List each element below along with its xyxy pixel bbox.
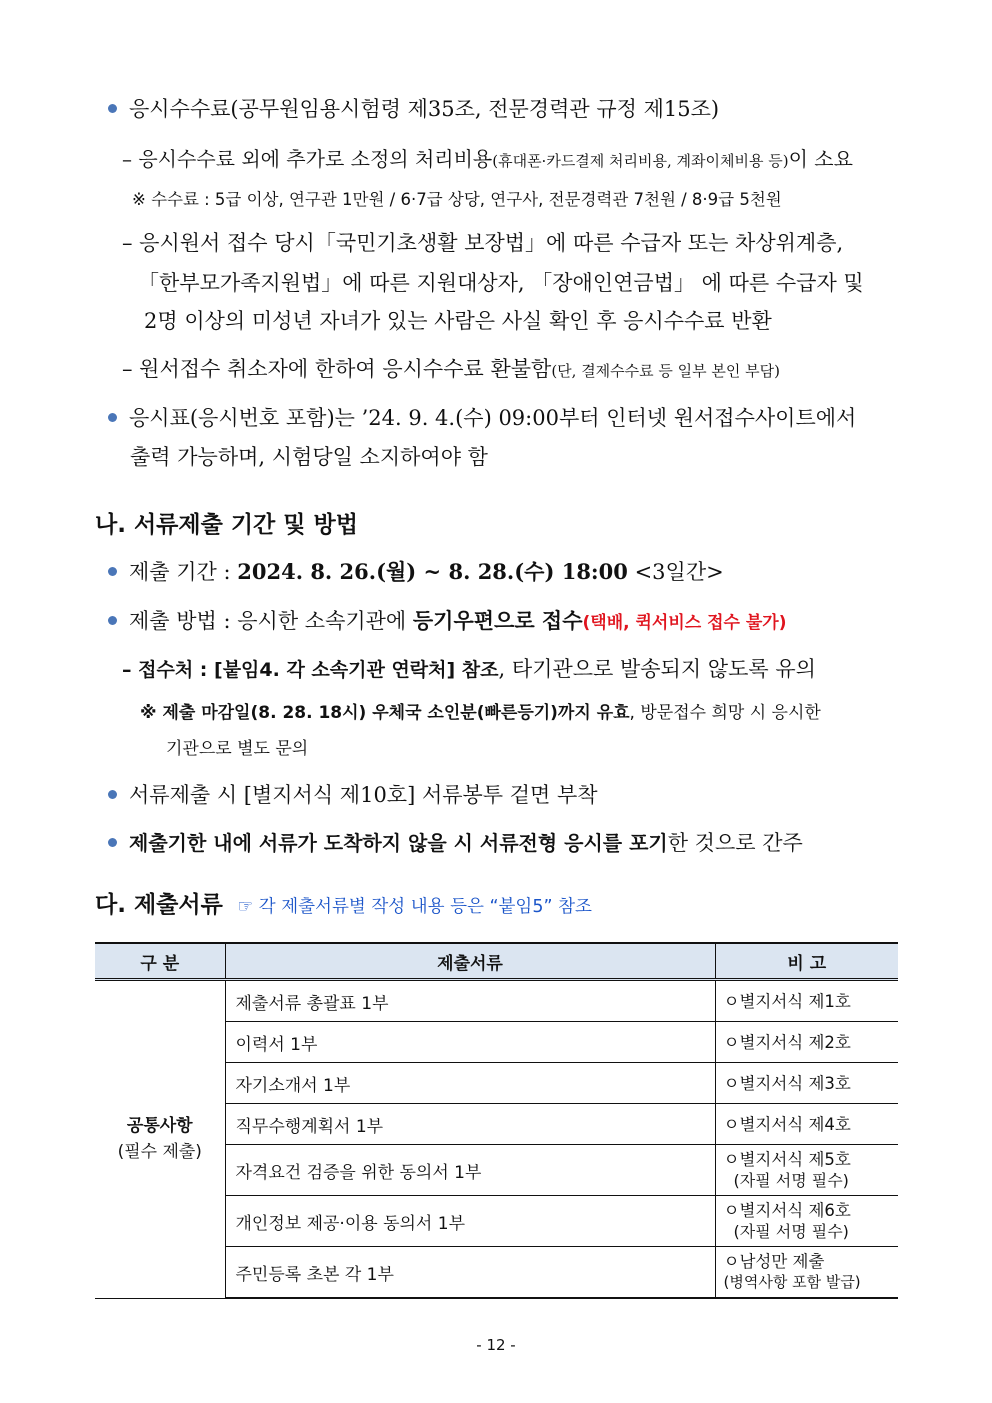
doc-cell: 제출서류 총괄표 1부	[225, 980, 715, 1022]
fee-refund-line-2: 「한부모가족지원법」에 따른 지원대상자, 「장애인연금법」 에 따른 수급자 및	[138, 271, 864, 295]
documents-table	[95, 942, 898, 1299]
section-da-title: 다. 제출서류	[95, 892, 223, 918]
bullet-icon	[108, 838, 117, 847]
category-label: 공통사항	[126, 1116, 193, 1137]
bullet-icon	[108, 413, 117, 422]
bullet-icon	[108, 567, 117, 576]
page-number: - 12 -	[476, 1336, 516, 1354]
category-sub: (필수 제출)	[117, 1142, 202, 1163]
remark-cell: ㅇ별지서식 제1호	[715, 980, 898, 1022]
doc-cell: 직무수행계획서 1부	[225, 1104, 715, 1145]
doc-cell: 개인정보 제공·이용 동의서 1부	[225, 1196, 715, 1247]
doc-cell: 주민등록 초본 각 1부	[225, 1247, 715, 1299]
bullet-icon	[108, 104, 117, 113]
deadline-note-line-2: 기관으로 별도 문의	[166, 739, 309, 759]
section-na-title: 나. 서류제출 기간 및 방법	[95, 512, 358, 538]
remark-cell: ㅇ별지서식 제6호 (자필 서명 필수)	[715, 1196, 898, 1247]
section-da-header	[95, 890, 592, 922]
deadline-note: ※ 제출 마감일(8. 28. 18시) 우체국 소인분(빠른등기)까지 유효, 방문접수 희망 시 응시한	[140, 703, 821, 723]
table-header-row	[95, 943, 898, 980]
submission-period: 제출 기간 : 2024. 8. 26.(월) ~ 8. 28.(수) 18:00 <3일간>	[108, 557, 724, 587]
header-documents: 제출서류	[225, 943, 715, 980]
table-row	[95, 980, 898, 1022]
remark-cell: ㅇ별지서식 제2호	[715, 1022, 898, 1063]
remark-cell: ㅇ별지서식 제4호	[715, 1104, 898, 1145]
fee-extra-cost: – 응시수수료 외에 추가로 소정의 처리비용(휴대폰·카드결제 처리비용, 계좌이체비용 등)이 소요	[122, 147, 853, 171]
fee-refund-line-3: 2명 이상의 미성년 자녀가 있는 사람은 사실 확인 후 응시수수료 반환	[144, 309, 772, 333]
ticket-line-2: 출력 가능하며, 시험당일 소지하여야 함	[130, 445, 488, 469]
remark-cell: ㅇ별지서식 제3호	[715, 1063, 898, 1104]
doc-cell: 이력서 1부	[225, 1022, 715, 1063]
remark-cell: ㅇ남성만 제출 (병역사항 포함 발급)	[715, 1247, 898, 1299]
fee-cancel: – 원서접수 취소자에 한하여 응시수수료 환불함(단, 결제수수료 등 일부 본인 부담)	[122, 357, 780, 381]
section-da-reference: ☞ 각 제출서류별 작성 내용 등은 “붙임5” 참조	[237, 897, 592, 917]
doc-cell: 자격요건 검증을 위한 동의서 1부	[225, 1145, 715, 1196]
envelope-instruction: 서류제출 시 [별지서식 제10호] 서류봉투 겉면 부착	[108, 780, 598, 810]
bullet-icon	[108, 790, 117, 799]
fee-bullet: 응시수수료(공무원임용시험령 제35조, 전문경력관 규정 제15조)	[108, 94, 719, 124]
fee-amount-note: ※ 수수료 : 5급 이상, 연구관 1만원 / 6·7급 상당, 연구사, 전문경력관 7천원 / 8·9급 5천원	[132, 190, 782, 209]
bullet-icon	[108, 616, 117, 625]
ticket-line-1: 응시표(응시번호 포함)는 ’24. 9. 4.(수) 09:00부터 인터넷 원서접수사이트에서	[108, 403, 856, 433]
fee-refund-line-1: – 응시원서 접수 당시「국민기초생활 보장법」에 따른 수급자 또는 차상위계층,	[122, 231, 844, 255]
category-cell	[95, 980, 225, 1299]
doc-cell: 자기소개서 1부	[225, 1063, 715, 1104]
give-up-rule: 제출기한 내에 서류가 도착하지 않을 시 서류전형 응시를 포기한 것으로 간주	[108, 828, 803, 858]
remark-cell: ㅇ별지서식 제5호 (자필 서명 필수)	[715, 1145, 898, 1196]
header-category: 구 분	[95, 943, 225, 980]
submission-method: 제출 방법 : 응시한 소속기관에 등기우편으로 접수(택배, 퀵서비스 접수 불가)	[108, 606, 786, 638]
header-remarks: 비 고	[715, 943, 898, 980]
receiver-info: – 접수처 : [붙임4. 각 소속기관 연락처] 참조, 타기관으로 발송되지 않도록 유의	[122, 657, 816, 681]
